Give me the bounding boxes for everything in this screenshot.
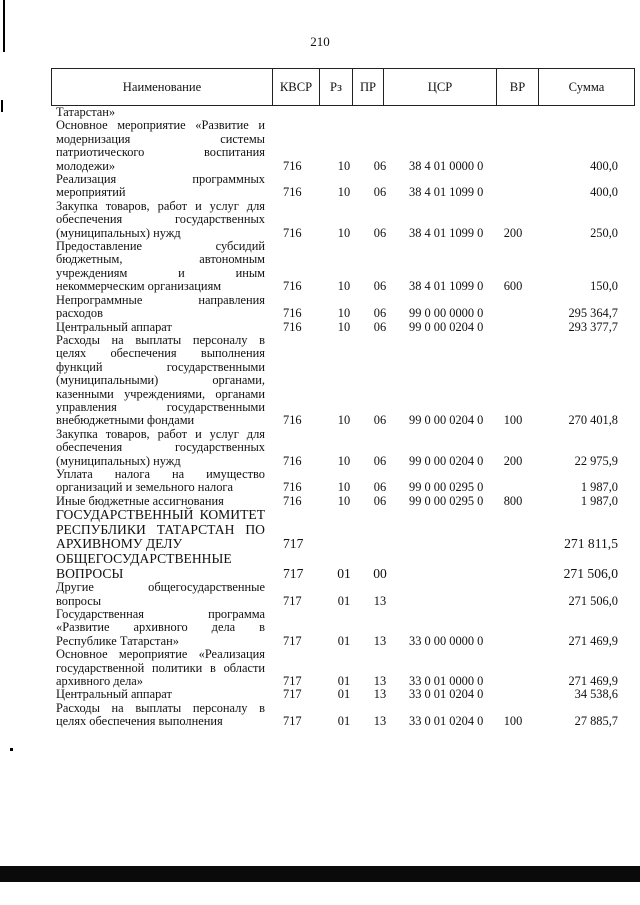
row-name-line: управления государственными (56, 399, 265, 414)
header-vr: ВР (497, 69, 539, 106)
row-name-line: ВОПРОСЫ (56, 565, 124, 581)
row-sum: 271 506,0 (568, 593, 618, 608)
row-name (56, 648, 265, 688)
row-kvsr: 716 (283, 158, 302, 173)
row-name-line: Другие общегосударственные (56, 580, 265, 595)
row-name-line: Непрограммные направления (56, 292, 265, 307)
row-csr: 99 0 00 0204 0 (409, 319, 484, 334)
row-sum: 271 469,9 (568, 674, 618, 688)
table-row (0, 648, 640, 688)
table-row (0, 240, 640, 294)
row-name (56, 106, 265, 119)
row-kvsr: 717 (283, 593, 302, 608)
scan-edge-mark (3, 0, 5, 52)
row-name-line: целях обеспечения выполнения (56, 346, 265, 361)
row-vr: 100 (503, 714, 523, 729)
row-sum: 22 975,9 (574, 453, 618, 468)
row-rz: 10 (337, 480, 351, 495)
row-csr: 99 0 00 0204 0 (409, 453, 484, 468)
row-name-line: патриотического воспитания (56, 145, 265, 160)
row-rz: 01 (337, 714, 351, 729)
row-kvsr: 717 (283, 536, 304, 552)
row-vr: 200 (503, 225, 523, 240)
table-header (51, 68, 635, 106)
row-pr: 06 (373, 279, 387, 294)
row-csr: 33 0 00 0000 0 (409, 633, 484, 648)
row-name (56, 581, 265, 608)
row-csr: 33 0 01 0000 0 (409, 674, 484, 688)
row-rz: 10 (337, 319, 351, 334)
row-kvsr: 717 (283, 714, 302, 729)
table-row (0, 294, 640, 321)
row-name-line: (муниципальных) нужд (56, 225, 181, 240)
row-pr: 13 (373, 714, 387, 729)
row-kvsr: 716 (283, 453, 302, 468)
row-rz: 01 (337, 674, 351, 688)
row-pr: 06 (373, 480, 387, 495)
table-row (0, 552, 640, 581)
row-name-line: Татарстан» (56, 105, 116, 119)
row-name-line: ГОСУДАРСТВЕННЫЙ КОМИТЕТ (56, 507, 265, 523)
row-csr: 38 4 01 1099 0 (409, 225, 484, 240)
table-row (0, 106, 640, 119)
row-sum: 271 811,5 (564, 536, 618, 552)
row-sum: 293 377,7 (568, 319, 618, 334)
row-rz: 01 (337, 593, 351, 608)
row-name-line: архивного дела» (56, 674, 143, 688)
header-pr: ПР (353, 69, 384, 106)
row-name-line: Закупка товаров, работ и услуг для (56, 198, 265, 213)
row-pr: 13 (373, 593, 387, 608)
row-name-line: Расходы на выплаты персоналу в (56, 700, 265, 715)
row-rz: 10 (337, 158, 351, 173)
row-kvsr: 716 (283, 319, 302, 334)
row-name-line: обеспечения государственных (56, 212, 265, 227)
scan-bottom-bar (0, 866, 640, 882)
row-name-line: Предоставление субсидий (56, 239, 265, 254)
row-rz: 01 (337, 565, 351, 581)
row-name (56, 468, 265, 495)
table-row (0, 334, 640, 428)
row-kvsr: 717 (283, 674, 302, 688)
row-name-line: Основное мероприятие «Реализация (56, 647, 265, 662)
row-name (56, 552, 265, 581)
row-name (56, 608, 265, 648)
row-sum: 27 885,7 (574, 714, 618, 729)
row-csr: 33 0 01 0204 0 (409, 687, 484, 702)
row-name-line: Закупка товаров, работ и услуг для (56, 426, 265, 441)
table-row (0, 428, 640, 468)
row-rz: 10 (337, 453, 351, 468)
table-row (0, 468, 640, 495)
row-name (56, 702, 265, 729)
header-rz: Рз (320, 69, 353, 106)
header-csr: ЦСР (384, 69, 497, 106)
row-pr: 06 (373, 453, 387, 468)
row-sum: 270 401,8 (568, 413, 618, 428)
row-kvsr: 717 (283, 565, 304, 581)
row-name-line: целях обеспечения выполнения (56, 714, 223, 729)
row-csr: 38 4 01 0000 0 (409, 158, 484, 173)
row-kvsr: 716 (283, 225, 302, 240)
row-kvsr: 716 (283, 493, 302, 508)
row-name-line: Центральный аппарат (56, 687, 172, 702)
row-name-line: казенными учреждениями, органами (56, 386, 265, 401)
row-csr: 99 0 00 0295 0 (409, 493, 484, 508)
row-pr: 06 (373, 319, 387, 334)
row-rz: 10 (337, 279, 351, 294)
table-row (0, 200, 640, 240)
row-sum: 1 987,0 (580, 480, 618, 495)
row-sum: 150,0 (590, 279, 618, 294)
row-pr: 06 (373, 225, 387, 240)
row-name-line: молодежи» (56, 158, 116, 173)
row-csr: 99 0 00 0000 0 (409, 306, 484, 321)
row-name-line: РЕСПУБЛИКИ ТАТАРСТАН ПО (56, 521, 265, 537)
row-rz: 10 (337, 413, 351, 428)
row-name-line: модернизация системы (56, 131, 265, 146)
row-sum: 271 469,9 (568, 633, 618, 648)
row-name-line: (муниципальными) органами, (56, 373, 265, 388)
row-rz: 01 (337, 687, 351, 702)
row-sum: 271 506,0 (563, 565, 618, 581)
row-name-line: организаций и земельного налога (56, 480, 234, 495)
row-name-line: внебюджетными фондами (56, 413, 195, 428)
row-pr: 13 (373, 674, 387, 688)
row-name-line: Расходы на выплаты персоналу в (56, 332, 265, 347)
row-csr: 99 0 00 0204 0 (409, 413, 484, 428)
row-name-line: функций государственными (56, 359, 265, 374)
row-name-line: Основное мероприятие «Развитие и (56, 118, 265, 133)
row-name-line: расходов (56, 306, 103, 321)
row-name-line: учреждениям и иным (56, 265, 265, 280)
row-name-line: (муниципальных) нужд (56, 453, 181, 468)
row-kvsr: 716 (283, 413, 302, 428)
row-name-line: государственной политики в области (56, 660, 265, 675)
table-row (0, 508, 640, 552)
row-name-line: вопросы (56, 593, 102, 608)
table-row (0, 608, 640, 648)
row-pr: 06 (373, 185, 387, 200)
row-name (56, 334, 265, 428)
row-pr: 06 (373, 493, 387, 508)
row-pr: 00 (373, 565, 387, 581)
row-sum: 400,0 (590, 185, 618, 200)
row-pr: 06 (373, 413, 387, 428)
row-csr: 33 0 01 0204 0 (409, 714, 484, 729)
row-name (56, 119, 265, 173)
row-name-line: Иные бюджетные ассигнования (56, 493, 224, 508)
row-name-line: АРХИВНОМУ ДЕЛУ (56, 536, 183, 552)
header-kvsr: КВСР (273, 69, 320, 106)
row-name-line: обеспечения государственных (56, 440, 265, 455)
row-kvsr: 716 (283, 185, 302, 200)
row-vr: 200 (503, 453, 523, 468)
row-name-line: Государственная программа (56, 606, 265, 621)
row-name (56, 200, 265, 240)
row-kvsr: 717 (283, 687, 302, 702)
scan-edge-mark (10, 748, 13, 751)
row-kvsr: 717 (283, 633, 302, 648)
row-sum: 400,0 (590, 158, 618, 173)
header-name: Наименование (52, 69, 273, 106)
row-pr: 13 (373, 687, 387, 702)
row-csr: 38 4 01 1099 0 (409, 185, 484, 200)
row-name (56, 508, 265, 552)
row-sum: 1 987,0 (580, 493, 618, 508)
row-kvsr: 716 (283, 480, 302, 495)
row-name-line: Уплата налога на имущество (56, 466, 265, 481)
row-rz: 10 (337, 306, 351, 321)
row-pr: 13 (373, 633, 387, 648)
row-pr: 06 (373, 306, 387, 321)
row-name-line: «Развитие архивного дела в (56, 620, 265, 635)
row-kvsr: 716 (283, 279, 302, 294)
row-name-line: некоммерческим организациям (56, 279, 222, 294)
row-name-line: Реализация программных (56, 172, 265, 187)
row-kvsr: 716 (283, 306, 302, 321)
row-rz: 10 (337, 225, 351, 240)
row-csr: 99 0 00 0295 0 (409, 480, 484, 495)
row-name-line: мероприятий (56, 185, 126, 200)
row-rz: 01 (337, 633, 351, 648)
table-row (0, 119, 640, 173)
row-name-line: ОБЩЕГОСУДАРСТВЕННЫЕ (56, 550, 232, 566)
header-sum: Сумма (539, 69, 635, 106)
row-vr: 800 (503, 493, 523, 508)
table-row (0, 688, 640, 701)
row-vr: 600 (503, 279, 523, 294)
row-name (56, 240, 265, 294)
row-name (56, 173, 265, 200)
row-pr: 06 (373, 158, 387, 173)
row-rz: 10 (337, 493, 351, 508)
row-name (56, 321, 265, 334)
row-name-line: Республике Татарстан» (56, 633, 179, 648)
table-row (0, 581, 640, 608)
table-row (0, 173, 640, 200)
row-sum: 250,0 (590, 225, 618, 240)
row-name-line: Центральный аппарат (56, 319, 172, 334)
table-row (0, 702, 640, 729)
row-name (56, 294, 265, 321)
row-sum: 34 538,6 (574, 687, 618, 702)
table-body (0, 106, 640, 729)
row-name (56, 428, 265, 468)
row-rz: 10 (337, 185, 351, 200)
page-number: 210 (310, 34, 330, 49)
row-name-line: бюджетным, автономным (56, 252, 265, 267)
row-csr: 38 4 01 1099 0 (409, 279, 484, 294)
row-sum: 295 364,7 (568, 306, 618, 321)
table-row (0, 321, 640, 334)
row-name (56, 688, 265, 701)
row-vr: 100 (503, 413, 523, 428)
